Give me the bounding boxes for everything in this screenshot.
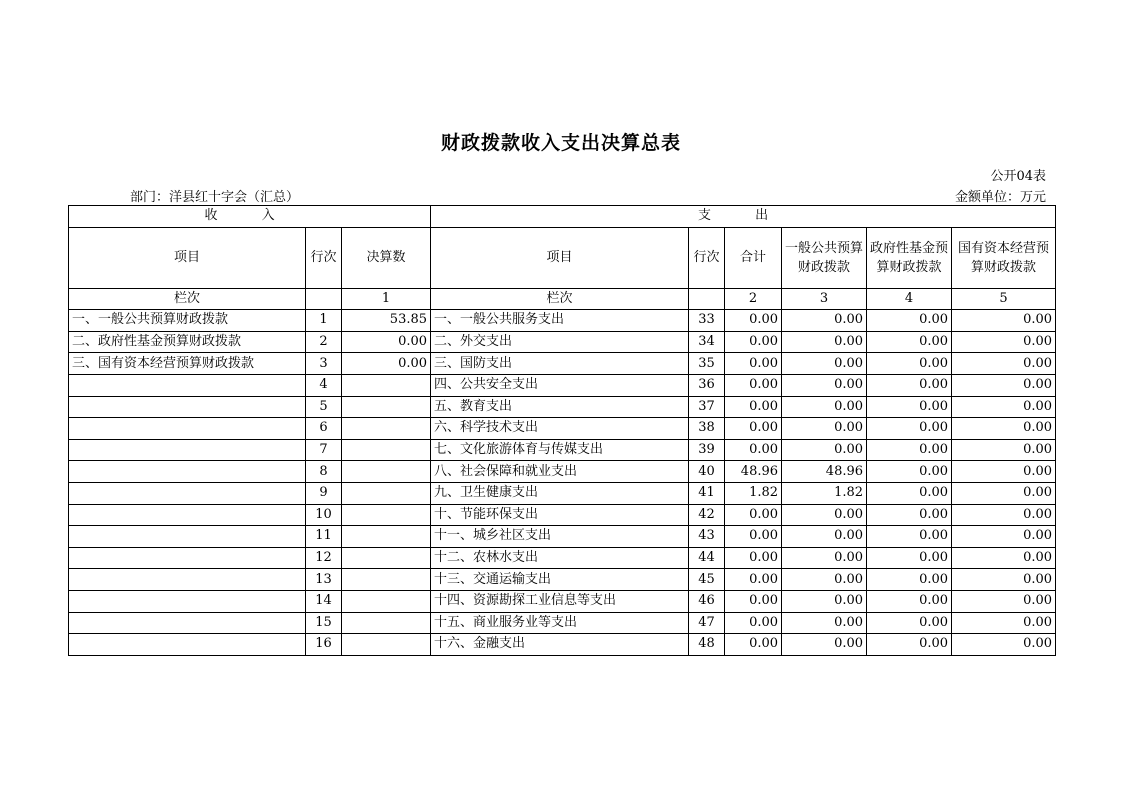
expense-row-no-cell: 41 [689,482,725,504]
general-budget-cell: 0.00 [782,504,867,526]
table-row [69,418,1056,440]
expense-item-cell: 十二、农林水支出 [431,547,689,569]
state-capital-cell: 0.00 [952,590,1056,612]
income-item-cell [69,374,306,396]
gov-fund-cell: 0.00 [867,331,952,353]
gov-fund-cell: 0.00 [867,310,952,332]
income-amount-cell [342,374,431,396]
column-index-blank [306,288,342,310]
column-index-blank-2 [689,288,725,310]
total-cell: 0.00 [725,504,782,526]
income-item-cell [69,634,306,656]
state-capital-cell: 0.00 [952,396,1056,418]
column-label: 栏次 [69,288,306,310]
state-capital-cell: 0.00 [952,331,1056,353]
column-label-expense: 栏次 [431,288,689,310]
income-row-no-cell: 8 [306,461,342,483]
income-amount-cell [342,439,431,461]
gov-fund-cell: 0.00 [867,590,952,612]
state-capital-cell: 0.00 [952,526,1056,548]
expense-section-header: 支 出 [431,206,1056,228]
total-cell: 0.00 [725,353,782,375]
total-cell: 0.00 [725,331,782,353]
general-budget-cell: 0.00 [782,590,867,612]
table-row [69,461,1056,483]
income-row-no-header: 行次 [306,227,342,288]
general-budget-header: 一般公共预算财政拨款 [782,227,867,288]
header-row-columns [69,227,1056,288]
income-item-cell: 三、国有资本经营预算财政拨款 [69,353,306,375]
gov-fund-cell: 0.00 [867,461,952,483]
total-cell: 0.00 [725,612,782,634]
amount-unit-label: 金额单位：万元 [954,190,1046,205]
general-budget-cell: 0.00 [782,353,867,375]
income-amount-cell [342,396,431,418]
total-cell: 0.00 [725,590,782,612]
expense-row-no-cell: 46 [689,590,725,612]
table-row [69,310,1056,332]
column-index-row [69,288,1056,310]
total-cell: 0.00 [725,439,782,461]
state-capital-cell: 0.00 [952,418,1056,440]
state-capital-header: 国有资本经营预算财政拨款 [952,227,1056,288]
expense-row-no-cell: 39 [689,439,725,461]
income-amount-cell: 0.00 [342,331,431,353]
expense-item-cell: 九、卫生健康支出 [431,482,689,504]
table-row [69,547,1056,569]
state-capital-cell: 0.00 [952,547,1056,569]
general-budget-cell: 0.00 [782,569,867,591]
state-capital-cell: 0.00 [952,482,1056,504]
table-row [69,374,1056,396]
expense-item-cell: 十五、商业服务业等支出 [431,612,689,634]
expense-row-no-cell: 44 [689,547,725,569]
expense-item-cell: 四、公共安全支出 [431,374,689,396]
income-item-cell [69,482,306,504]
income-item-cell [69,418,306,440]
expense-row-no-cell: 33 [689,310,725,332]
income-item-cell [69,461,306,483]
expense-row-no-cell: 34 [689,331,725,353]
total-cell: 0.00 [725,634,782,656]
income-amount-cell [342,461,431,483]
income-row-no-cell: 16 [306,634,342,656]
income-row-no-cell: 15 [306,612,342,634]
column-index-2: 2 [725,288,782,310]
gov-fund-cell: 0.00 [867,569,952,591]
expense-row-no-cell: 43 [689,526,725,548]
income-row-no-cell: 14 [306,590,342,612]
final-amount-header: 决算数 [342,227,431,288]
total-cell: 48.96 [725,461,782,483]
general-budget-cell: 0.00 [782,439,867,461]
state-capital-cell: 0.00 [952,461,1056,483]
column-index-3: 3 [782,288,867,310]
state-capital-cell: 0.00 [952,569,1056,591]
column-index-1: 1 [342,288,431,310]
income-item-cell [69,612,306,634]
general-budget-cell: 0.00 [782,526,867,548]
income-amount-cell: 0.00 [342,353,431,375]
expense-item-cell: 五、教育支出 [431,396,689,418]
state-capital-cell: 0.00 [952,353,1056,375]
income-item-cell: 一、一般公共预算财政拨款 [69,310,306,332]
column-index-5: 5 [952,288,1056,310]
table-row [69,634,1056,656]
fiscal-summary-table [68,205,1056,656]
expense-item-cell: 三、国防支出 [431,353,689,375]
expense-item-cell: 十三、交通运输支出 [431,569,689,591]
income-row-no-cell: 10 [306,504,342,526]
expense-row-no-cell: 47 [689,612,725,634]
gov-fund-cell: 0.00 [867,612,952,634]
expense-item-cell: 一、一般公共服务支出 [431,310,689,332]
table-row [69,482,1056,504]
expense-row-no-cell: 38 [689,418,725,440]
gov-fund-cell: 0.00 [867,418,952,440]
general-budget-cell: 0.00 [782,634,867,656]
state-capital-cell: 0.00 [952,439,1056,461]
page-title: 财政拨款收入支出决算总表 [440,132,681,154]
income-amount-cell: 53.85 [342,310,431,332]
gov-fund-cell: 0.00 [867,526,952,548]
gov-fund-cell: 0.00 [867,634,952,656]
expense-item-cell: 十一、城乡社区支出 [431,526,689,548]
total-cell: 0.00 [725,396,782,418]
table-row [69,331,1056,353]
expense-item-cell: 七、文化旅游体育与传媒支出 [431,439,689,461]
total-cell: 0.00 [725,310,782,332]
income-item-cell [69,504,306,526]
general-budget-cell: 0.00 [782,418,867,440]
gov-fund-cell: 0.00 [867,374,952,396]
expense-row-no-cell: 37 [689,396,725,418]
general-budget-cell: 0.00 [782,547,867,569]
income-row-no-cell: 4 [306,374,342,396]
expense-row-no-cell: 45 [689,569,725,591]
income-item-cell [69,526,306,548]
state-capital-cell: 0.00 [952,634,1056,656]
form-number: 公开04表 [990,169,1046,184]
department-label: 部门：洋县红十字会（汇总） [130,190,300,205]
table-row [69,439,1056,461]
income-row-no-cell: 5 [306,396,342,418]
income-row-no-cell: 6 [306,418,342,440]
general-budget-cell: 0.00 [782,374,867,396]
income-item-cell [69,590,306,612]
income-row-no-cell: 11 [306,526,342,548]
expense-item-cell: 六、科学技术支出 [431,418,689,440]
income-amount-cell [342,504,431,526]
expense-row-no-cell: 42 [689,504,725,526]
expense-row-no-cell: 40 [689,461,725,483]
total-cell: 1.82 [725,482,782,504]
table-row [69,526,1056,548]
total-cell: 0.00 [725,418,782,440]
expense-row-no-header: 行次 [689,227,725,288]
income-item-cell [69,396,306,418]
expense-row-no-cell: 35 [689,353,725,375]
income-amount-cell [342,590,431,612]
income-row-no-cell: 12 [306,547,342,569]
table-row [69,569,1056,591]
income-amount-cell [342,612,431,634]
income-amount-cell [342,418,431,440]
header-row-sections [69,206,1056,228]
income-amount-cell [342,526,431,548]
general-budget-cell: 0.00 [782,310,867,332]
state-capital-cell: 0.00 [952,612,1056,634]
income-row-no-cell: 7 [306,439,342,461]
total-header: 合计 [725,227,782,288]
income-item-cell [69,547,306,569]
expense-item-cell: 十六、金融支出 [431,634,689,656]
income-item-cell: 二、政府性基金预算财政拨款 [69,331,306,353]
general-budget-cell: 48.96 [782,461,867,483]
income-amount-cell [342,547,431,569]
expense-item-header: 项目 [431,227,689,288]
gov-fund-cell: 0.00 [867,396,952,418]
income-section-header: 收 入 [69,206,431,228]
gov-fund-cell: 0.00 [867,504,952,526]
income-item-cell [69,569,306,591]
expense-item-cell: 十、节能环保支出 [431,504,689,526]
table-row [69,504,1056,526]
state-capital-cell: 0.00 [952,374,1056,396]
income-item-header: 项目 [69,227,306,288]
income-item-cell [69,439,306,461]
state-capital-cell: 0.00 [952,310,1056,332]
gov-fund-cell: 0.00 [867,482,952,504]
total-cell: 0.00 [725,569,782,591]
gov-fund-cell: 0.00 [867,353,952,375]
expense-item-cell: 二、外交支出 [431,331,689,353]
table-row [69,353,1056,375]
income-row-no-cell: 2 [306,331,342,353]
gov-fund-header: 政府性基金预算财政拨款 [867,227,952,288]
income-row-no-cell: 13 [306,569,342,591]
table-row [69,590,1056,612]
general-budget-cell: 0.00 [782,331,867,353]
income-amount-cell [342,482,431,504]
general-budget-cell: 1.82 [782,482,867,504]
income-amount-cell [342,569,431,591]
table-row [69,612,1056,634]
column-index-4: 4 [867,288,952,310]
total-cell: 0.00 [725,547,782,569]
expense-row-no-cell: 48 [689,634,725,656]
table-row [69,396,1056,418]
gov-fund-cell: 0.00 [867,547,952,569]
expense-row-no-cell: 36 [689,374,725,396]
income-row-no-cell: 9 [306,482,342,504]
general-budget-cell: 0.00 [782,612,867,634]
gov-fund-cell: 0.00 [867,439,952,461]
state-capital-cell: 0.00 [952,504,1056,526]
total-cell: 0.00 [725,374,782,396]
total-cell: 0.00 [725,526,782,548]
income-row-no-cell: 3 [306,353,342,375]
income-amount-cell [342,634,431,656]
expense-item-cell: 十四、资源勘探工业信息等支出 [431,590,689,612]
expense-item-cell: 八、社会保障和就业支出 [431,461,689,483]
general-budget-cell: 0.00 [782,396,867,418]
income-row-no-cell: 1 [306,310,342,332]
